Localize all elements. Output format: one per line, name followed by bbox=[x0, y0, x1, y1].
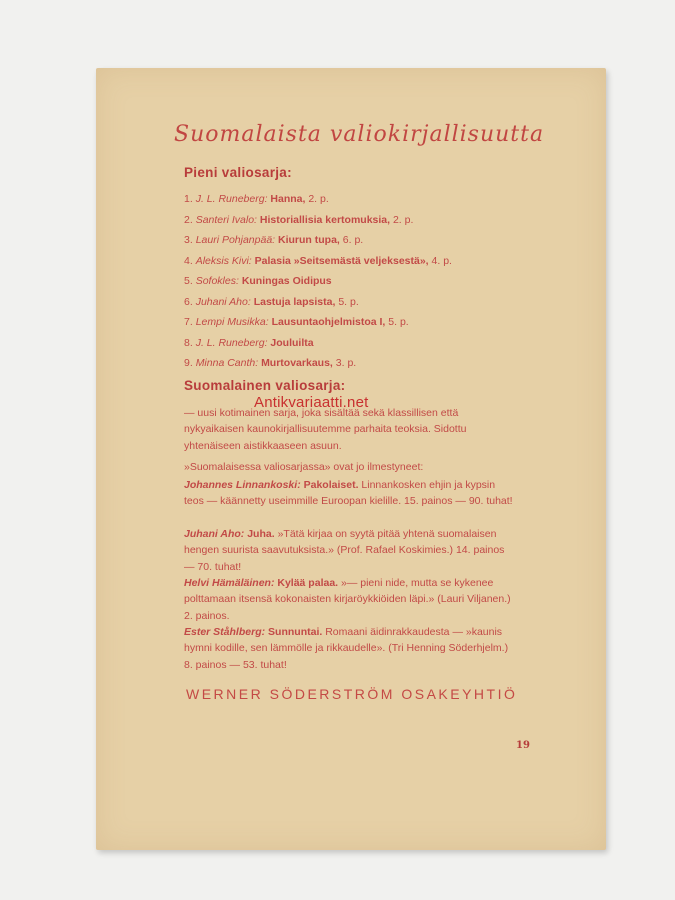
published-entry bbox=[184, 624, 516, 673]
list-item bbox=[184, 214, 413, 226]
published-entry bbox=[184, 526, 516, 575]
item-work: Hanna, bbox=[270, 193, 306, 205]
item-edition: 6. p. bbox=[342, 234, 364, 246]
list-item bbox=[184, 275, 332, 287]
suomalainen-valiosarja-heading: Suomalainen valiosarja: bbox=[184, 378, 346, 393]
list-item bbox=[184, 234, 363, 246]
entry-author: Johannes Linnankoski: bbox=[184, 479, 301, 491]
entry-author: Ester Ståhlberg: bbox=[184, 626, 266, 638]
item-edition: 4. p. bbox=[431, 254, 452, 267]
published-entry bbox=[184, 477, 516, 510]
item-work: Lastuja lapsista, bbox=[253, 295, 336, 308]
list-item bbox=[184, 193, 329, 205]
published-entry bbox=[184, 575, 516, 624]
item-work: Lausuntaohjelmistoa I, bbox=[271, 316, 386, 328]
item-author: Aleksis Kivi: bbox=[195, 254, 252, 267]
item-edition: 3. p. bbox=[335, 357, 357, 369]
item-author: J. L. Runeberg: bbox=[195, 193, 268, 205]
list-item bbox=[184, 337, 314, 349]
item-author: Santeri Ivalo: bbox=[195, 213, 257, 226]
item-number: 5. bbox=[184, 275, 193, 287]
series-intro: — uusi kotimainen sarja, joka sisältää sekä klassillisen että nykyaikaisen kaunokirjallisuutemme parhaita teoksia. Sidottu yhtenäiseen aistikkaaseen asuun. bbox=[184, 407, 467, 452]
item-work: Jouluilta bbox=[270, 336, 314, 349]
page-title: Suomalaista valiokirjallisuutta bbox=[174, 122, 545, 147]
item-number: 2. bbox=[184, 213, 193, 226]
entry-author: Juhani Aho: bbox=[184, 528, 245, 540]
published-intro: »Suomalaisessa valiosarjassa» ovat jo ilmestyneet: bbox=[184, 461, 424, 473]
item-edition: 5. p. bbox=[388, 316, 409, 328]
watermark: Antikvariaatti.net bbox=[254, 394, 369, 411]
item-number: 4. bbox=[184, 254, 193, 267]
item-author: Sofokles: bbox=[195, 275, 239, 287]
entry-text: »Tätä kirjaa on syytä pitää yhtenä suomalaisen hengen suurista saavutuksista.» (Prof. Rafael Koskimies.) 14. painos — 70. tuhat! bbox=[184, 528, 505, 573]
entry-work: Pakolaiset. bbox=[303, 479, 359, 491]
item-number: 6. bbox=[184, 295, 193, 308]
item-author: Lempi Musikka: bbox=[195, 316, 269, 328]
page-number: 19 bbox=[516, 740, 530, 751]
item-author: Juhani Aho: bbox=[195, 295, 251, 308]
list-item bbox=[184, 357, 356, 369]
item-author: J. L. Runeberg: bbox=[195, 336, 268, 349]
entry-text: Romaani äidinrakkaudesta — »kaunis hymni kodille, sen lämmölle ja rikkaudelle». (Tri Henning Söderhjelm.) 8. painos — 53. tuhat! bbox=[184, 626, 509, 671]
pieni-valiosarja-heading: Pieni valiosarja: bbox=[184, 165, 292, 180]
entry-work: Kylää palaa. bbox=[277, 577, 339, 589]
item-work: Kuningas Oidipus bbox=[241, 275, 332, 287]
item-number: 9. bbox=[184, 357, 193, 369]
item-number: 8. bbox=[184, 336, 193, 349]
entry-text: Linnankosken ehjin ja kypsin teos — käännetty useimmille Euroopan kielille. 15. painos — 90. tuhat! bbox=[184, 479, 513, 508]
item-number: 3. bbox=[184, 234, 193, 246]
item-work: Murtovarkaus, bbox=[261, 357, 333, 369]
list-item bbox=[184, 255, 452, 267]
item-work: Kiurun tupa, bbox=[278, 234, 340, 246]
item-edition: 2. p. bbox=[392, 213, 414, 226]
list-item bbox=[184, 316, 409, 328]
item-work: Palasia »Seitsemästä veljeksestä», bbox=[254, 254, 429, 267]
publisher: WERNER SÖDERSTRÖM OSAKEYHTIÖ bbox=[186, 686, 518, 702]
item-number: 7. bbox=[184, 316, 193, 328]
item-edition: 5. p. bbox=[338, 295, 359, 308]
entry-work: Sunnuntai. bbox=[268, 626, 323, 638]
item-work: Historiallisia kertomuksia, bbox=[259, 213, 391, 226]
entry-text: »— pieni nide, mutta se kykenee polttamaan itsensä kokonaisten kirjaröykkiöiden läpi.» (Lauri Viljanen.) 2. painos. bbox=[184, 577, 511, 622]
item-author: Minna Canth: bbox=[195, 357, 259, 369]
item-author: Lauri Pohjanpää: bbox=[195, 234, 276, 246]
list-item bbox=[184, 296, 359, 308]
entry-work: Juha. bbox=[247, 528, 275, 540]
item-edition: 2. p. bbox=[308, 193, 329, 205]
item-number: 1. bbox=[184, 193, 193, 205]
entry-author: Helvi Hämäläinen: bbox=[184, 577, 275, 589]
